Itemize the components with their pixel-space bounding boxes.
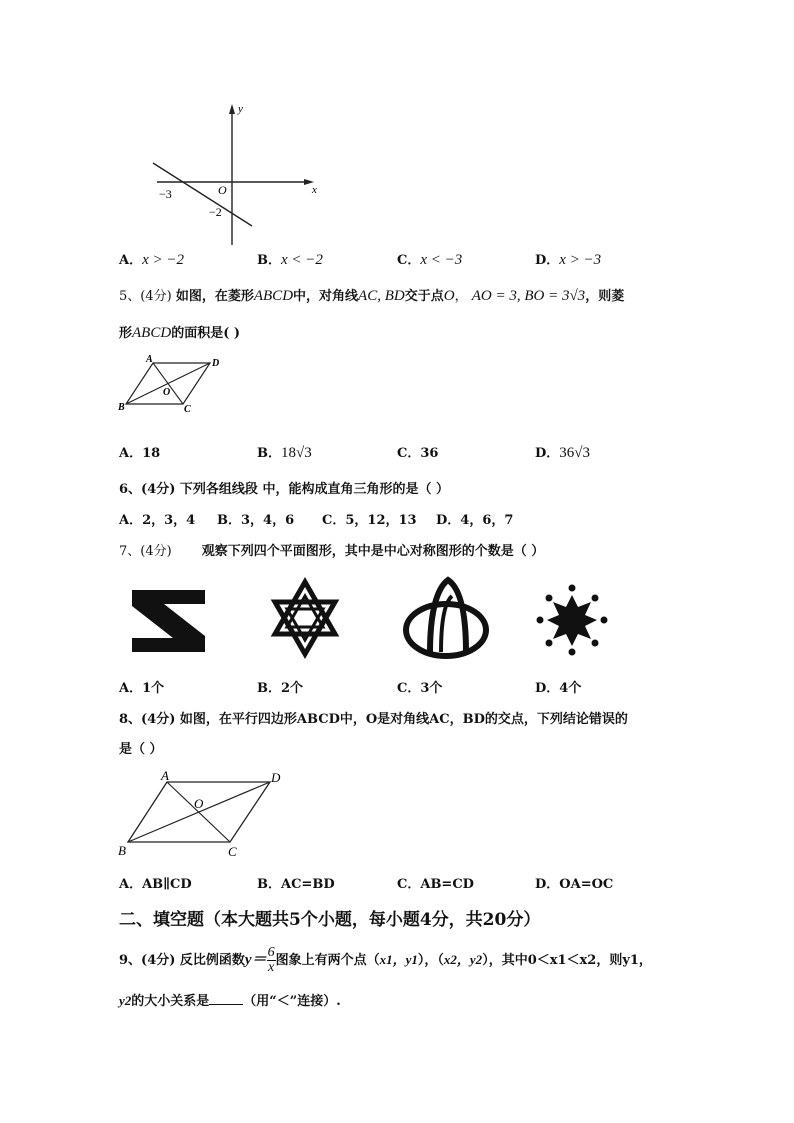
q5-option-d[interactable]: D．36√3 — [535, 445, 591, 461]
q8-option-d[interactable]: D．OA=OC — [535, 877, 614, 892]
q7-option-a[interactable]: A．1个 — [119, 681, 165, 696]
q5-label-b: B — [118, 402, 125, 413]
q8-option-a[interactable]: A．AB∥CD — [119, 877, 192, 892]
q6-stem: 6、(4分) 下列各组线段 中，能构成直角三角形的是（ ） — [119, 482, 449, 497]
q5-label-o: O — [163, 387, 171, 398]
q6-option-d[interactable]: D．4，6，7 — [436, 513, 514, 528]
y-axis-label: y — [238, 103, 243, 115]
q8-label-c: C — [228, 844, 237, 859]
q9-stem-line1: 9、(4分) 反比例函数y＝ $\frac{6}{x}$ 图象上有两个点（x1，y1），（x2，y2），其中0＜x1＜x2，则y1， — [119, 945, 652, 975]
q9-fraction: $\frac{6}{x}$ — [267, 945, 275, 975]
q6-option-c[interactable]: C．5，12，13 — [322, 513, 417, 528]
q7-option-d[interactable]: D．4个 — [535, 681, 582, 696]
q8-label-o: O — [194, 796, 204, 811]
q5-option-b[interactable]: B．18√3 — [257, 445, 312, 461]
q4-option-b[interactable]: B．x < −2 — [257, 252, 323, 268]
q5-stem-line1: 5、(4分) 如图，在菱形ABCD中，对角线AC, BD交于点O， AO = 3, BO = 3√3，则菱 — [119, 288, 625, 304]
q8-label-a: A — [161, 768, 169, 783]
origin-label: O — [218, 183, 227, 197]
q8-option-c[interactable]: C．AB=CD — [397, 877, 474, 892]
q5-option-c[interactable]: C．36 — [397, 446, 439, 461]
q5-label-c: C — [184, 404, 191, 415]
q8-label-d: D — [271, 770, 281, 785]
q5-label-a: A — [146, 354, 153, 365]
q9-stem-line2: y2的大小关系是 （用“＜”连接）. — [119, 993, 341, 1009]
q8-stem-line1: 8、(4分) 如图，在平行四边形ABCD中，O是对角线AC，BD的交点，下列结论错误的 — [119, 712, 628, 727]
y-intercept-label: −2 — [209, 205, 222, 219]
q6-option-b[interactable]: B．3，4，6 — [217, 513, 295, 528]
x-axis-label: x — [312, 184, 317, 196]
q8-options — [119, 873, 679, 893]
q7-option-c[interactable]: C．3个 — [397, 681, 443, 696]
q4-option-c[interactable]: C．x < −3 — [397, 252, 463, 268]
q8-option-b[interactable]: B．AC=BD — [257, 877, 335, 892]
q6-option-a[interactable]: A．2，3，4 — [119, 513, 196, 528]
section-heading: 二、填空题（本大题共5个小题，每小题4分，共20分） — [119, 910, 541, 930]
x-intercept-label: −3 — [159, 187, 172, 201]
q8-label-b: B — [118, 843, 126, 858]
q7-stem: 7、(4分) 观察下列四个平面图形，其中是中心对称图形的个数是（ ） — [119, 544, 545, 559]
q9-answer-blank[interactable] — [209, 992, 243, 1005]
q5-option-a[interactable]: A．18 — [119, 446, 161, 461]
q5-stem-line2: 形ABCD的面积是( ) — [119, 325, 241, 341]
q5-label-d: D — [212, 358, 220, 369]
q4-option-d[interactable]: D．x > −3 — [535, 252, 602, 268]
q4-option-a[interactable]: A．x > −2 — [119, 252, 184, 268]
q8-stem-line2: 是（ ） — [119, 742, 163, 757]
q7-option-b[interactable]: B．2个 — [257, 681, 304, 696]
